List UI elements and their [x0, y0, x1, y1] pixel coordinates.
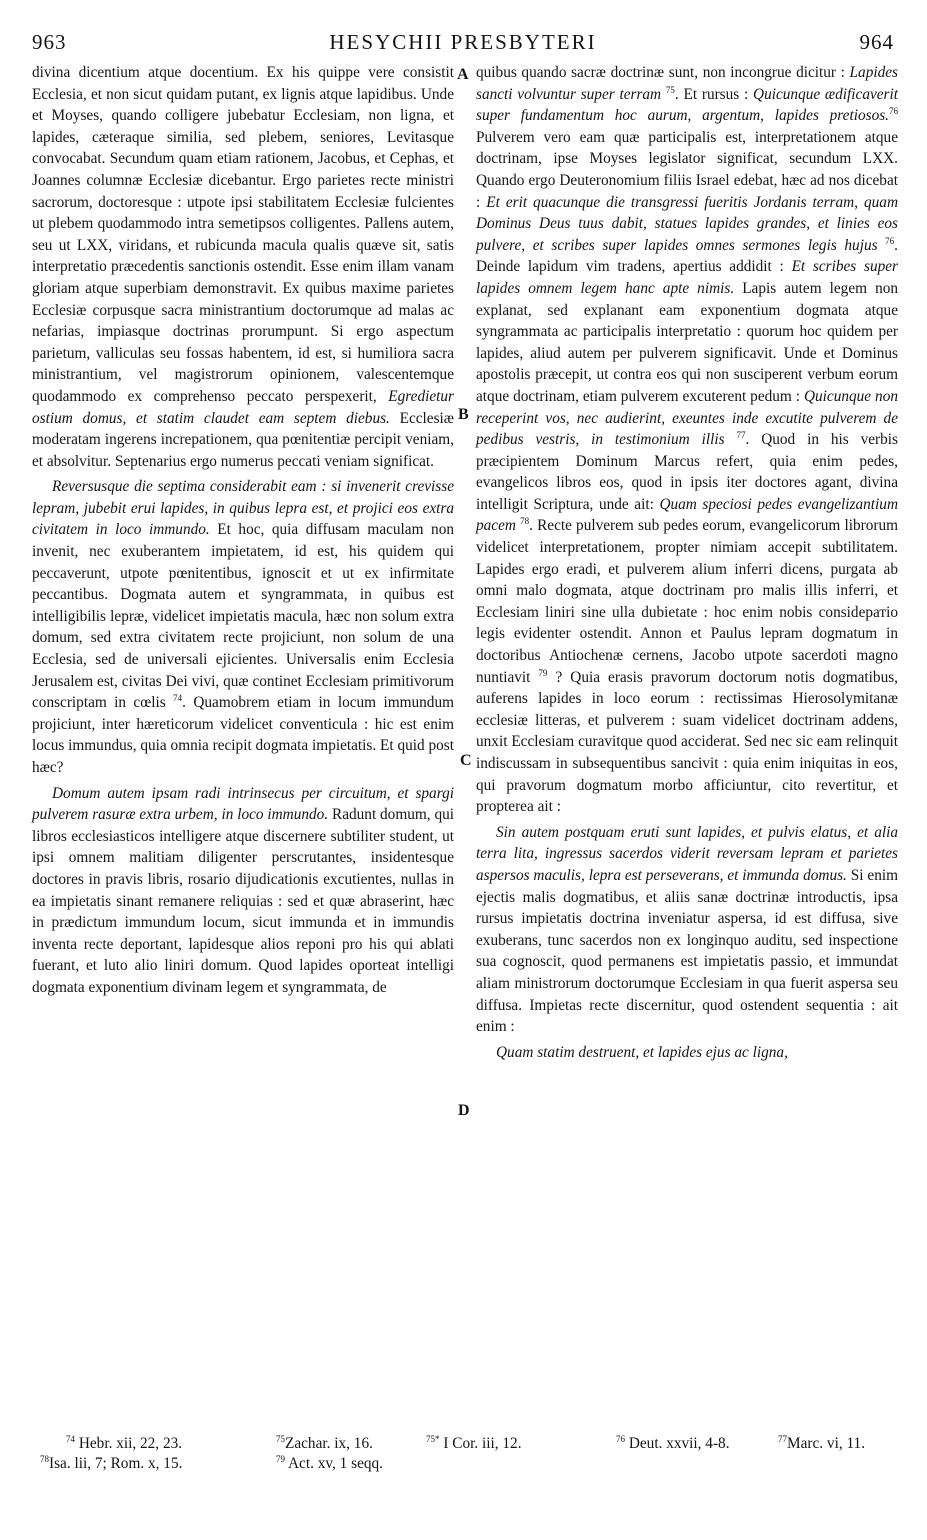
- text: . Et rursus :: [674, 85, 749, 103]
- footnote-text: Act. xv, 1 seqq.: [287, 1455, 384, 1472]
- footnote-number: 74: [66, 1433, 75, 1444]
- footnote-number: 77: [778, 1433, 787, 1444]
- footnote-text: Isa. lii, 7; Rom. x, 15.: [49, 1455, 183, 1472]
- text: Pulverem vero eam quæ participalis est, interpretationem atque doctrinam, ipse Moyses legislator significat, secundum LXX. Quando ergo Deuteronomium filiis Israel edebat, hæc ad nos dicebat :: [476, 128, 898, 211]
- text: quibus quando sacræ doctrinæ sunt, non incongrue dicitur :: [476, 64, 845, 81]
- right-paragraph-2: [476, 822, 898, 1038]
- footnote-number: 75*: [426, 1433, 440, 1444]
- footnote-number: 79: [276, 1453, 285, 1464]
- footnote-ref: 75: [665, 84, 675, 95]
- scripture-quote: Reversusque die septima considerabit eam : si invenerit crevisse lepram, jubebit erui lapides, in quibus lepra est, et projici eos extra civitatem in loco immundo.: [32, 478, 454, 539]
- text: ? Quia erasis pravorum doctorum notis dogmatibus, auferens lapides in loco eorum : rectissimas Hierosolymitanæ ecclesiæ litteras, et pulverem : suam videlicet doctrinam addens, unxit Ecclesiam curavitque quod acciderat. Sed nec sic eam relinquit indiscussam in subsequentibus sancivit : quia enim iniquitas in eos, qui pravorum dogmatum morbo afficiuntur, cito revertitur, et propterea ait :: [476, 668, 898, 816]
- footnote-text: Deut. xxvii, 4-8.: [628, 1435, 730, 1452]
- left-paragraph-1: [32, 62, 454, 472]
- text: . Quod in his verbis præcipientem Dominum Marcus refert, quia enim pedes, evangelicos libros eos, quod in ipsis iter doctores agant, divina intelligit Scriptura, unde ait:: [476, 431, 898, 513]
- right-paragraph-3: [476, 1042, 898, 1064]
- margin-marker-c: C: [460, 752, 472, 769]
- footnote-ref: 78: [520, 516, 530, 527]
- page-number-right: 964: [859, 30, 894, 54]
- footnote-75b: [426, 1434, 522, 1454]
- text: divina dicentium atque docentium. Ex his quippe vere consistit Ecclesia, et non sicut quidam putant, ex lignis atque lapidibus. Unde et Moyses, quando colligere jubebatur Ecclesiam, non ligna, et lapides, cæteraque similia, sed plebem, seniores, Levitasque convocabat. Secundum quam etiam rationem, Jacobus, et Cephas, et Joannes columnæ Ecclesiæ dicebantur. Ergo parietes recte ministri sacrorum, doctoresque : utpote ipsi stabilitatem Ecclesiæ fulcientes ut plebem quodammodo intra semetipsos colligentes. Pallens autem, seu ut LXX, viridans, et rubicunda macula qualis quæve sit, satis interpretatio præcedentis sanctionis ostendit. Esse enim illam vanam gloriam atque superbiam demonstravit. Ex quibus maxime parietes Ecclesiæ corpusque sacra ministrantium doctorumque ad malas ac nefarias, impiasque doctrinas prorumpunt. Si ergo aspectum parietum, valliculas seu fossas habentem, id est, si humiliora sacra ministrantium, vel magistrorum opinionem, valescentemque quodammodo ex comprehenso peccato perspexerit,: [32, 64, 454, 405]
- page-header: [32, 30, 894, 60]
- footnote-row-2: [32, 1454, 894, 1474]
- footnote-text: Marc. vi, 11.: [787, 1435, 866, 1452]
- footnote-77: [778, 1434, 865, 1454]
- footnote-76: [616, 1434, 730, 1454]
- text: Si enim ejectis malis dogmatibus, et aliis sanæ doctrinæ introductis, ipsa rursus impietatis doctrina inveniatur aspersa, id est diffusa, sive exuberans, tunc sacerdos non ex longinquo auditu, sed inspectione sua cognoscit, quod permanens est impietatis passio, et immundat aliam ministrorum doctorumque Ecclesiam in qua fuerit aspersa seu diffusa. Impietas recte discernitur, quod ostendent sequentia : ait enim :: [476, 866, 899, 1036]
- right-paragraph-1: [476, 62, 898, 818]
- footnote-text: I Cor. iii, 12.: [443, 1435, 522, 1452]
- footnote-ref: 77: [736, 430, 746, 440]
- scripture-quote: Domum autem ipsam radi intrinsecus per circuitum, et spargi pulverem rasuræ extra urbem, in loco immundo.: [32, 784, 454, 824]
- page-number-left: 963: [32, 30, 67, 54]
- footnote-text: Hebr. xii, 22, 23.: [78, 1435, 183, 1452]
- scripture-quote: Lapides sancti volvuntur super terram: [476, 64, 898, 103]
- footnote-74: [66, 1434, 182, 1454]
- scripture-quote: Quam speciosi pedes evangelizantium pacem: [476, 495, 899, 535]
- margin-marker-b: B: [458, 406, 469, 423]
- footnote-ref: 76: [885, 235, 895, 246]
- scripture-quote: Quam statim destruent, et lapides ejus ac ligna,: [496, 1043, 788, 1061]
- footnote-row-1: [32, 1434, 894, 1454]
- footnote-79: [276, 1454, 383, 1474]
- right-column: [476, 62, 898, 1063]
- footnote-text: Zachar. ix, 16.: [285, 1435, 373, 1452]
- scripture-quote: Et erit quacunque die transgressi fueritis Jordanis terram, quam Dominus Deus tuus dabit, statues lapides grandes, et linies eos pulvere, et scribes super lapides omnes sermones legis hujus: [476, 193, 898, 254]
- left-paragraph-3: [32, 783, 454, 999]
- text: . Quamobrem etiam in locum immundum projiciunt, inter hæreticorum videlicet conventicula : hic est enim locus immundus, quia omnia recipit dogmata impietatis. Et quid post hæc?: [32, 694, 454, 776]
- scripture-quote: Quicunque non receperint vos, nec audierint, exeuntes inde excutite pulverem de pedibus vestris, in testimonium illis: [476, 387, 898, 449]
- footnote-78: [40, 1454, 182, 1474]
- left-column: [32, 62, 454, 999]
- text: Et hoc, quia diffusam maculam non invenit, nec exuberantem impietatem, id est, his quidem qui peccaverunt, utpote pœnitentibus, ignoscit et ut ex infirmitate peccantibus. Dogmata autem et syngrammata, in quibus est intelligibilis lepræ, videlicet impietatis macula, hæc non solum extra domum, sed extra civitatem recte projiciunt, non solum de una Ecclesia, sed de universali ejicientes. Universalis enim Ecclesia Jerusalem est, civitas Dei vivi, quæ continet Ecclesiam primitivorum conscriptam in cœlis: [32, 521, 454, 712]
- footnote-ref: 79: [538, 667, 548, 678]
- text: Radunt domum, qui libros ecclesiasticos intelligere atque discernere subtiliter student, ut ipsi omnem malitiam diligenter perscrutantes, insidentesque doctores in pravis libris, rosario dijudicationis excutientes, nullas in ea impietatis sinant remanere reliquias : sed et quæ abraserint, hæc in prædictum immundum locum, sicut immunda et in immundis inventa recte deportant, lapidesque alios reponi pro his qui ablati fuerant, et luto alio liniri domum. Quod lapides oporteat intelligi dogmata exponentium divinam legem et syngrammata, de: [32, 806, 454, 996]
- scripture-quote: Quicunque ædificaverit super fundamentum hoc aurum, argentum, lapides pretiosos.: [476, 85, 899, 125]
- left-paragraph-2: [32, 476, 454, 778]
- footnote-number: 78: [40, 1453, 49, 1464]
- footnote-ref: 74: [173, 693, 183, 704]
- margin-marker-a: A: [457, 66, 469, 83]
- text: . Deinde lapidum vim tradens, apertius addidit :: [476, 236, 898, 276]
- footnotes: [32, 1434, 894, 1474]
- footnote-number: 75: [276, 1433, 285, 1444]
- scripture-quote: Egredietur ostium domus, et statim claudet eam septem diebus.: [32, 387, 455, 427]
- footnote-ref: 76: [889, 106, 898, 117]
- text: . Recte pulverem sub pedes eorum, evangelicorum librorum videlicet interpretationem, propter nimiam accepit subtilitatem. Lapides ergo eradi, et pulverem alium inferri dicens, purgata ab omni malo dogmata, atque doctrinam pro malis illis inferri, et Ecclesiam liniri sine ulla dubietate : hoc enim nobis considератio legis evidenter ostendit. Annon et Paulus lepram dogmatum in doctoribus Antiochenæ cernens, Jacobo utpote sacerdoti magno nuntiavit: [476, 517, 898, 686]
- footnote-number: 76: [616, 1433, 625, 1444]
- running-title: HESYCHII PRESBYTERI: [329, 30, 597, 54]
- text: Ecclesiæ moderatam ingerens increpationem, qua pœnitentiæ percipit veniam, et absolvitur. Septenarius ergo numerus peccati veniam significat.: [32, 409, 454, 470]
- footnote-75: [276, 1434, 373, 1454]
- text: Lapis autem legem non explanat, sed explanant eam exponentium dogmata atque syngrammata ac participalis interpretatio : quorum hoc quidem per lapides, aliud autem per pulverem significavit. Unde et Dominus apostolis præcepit, ut contra eos qui non susciperent verbum eorum atque doctrinam, etiam pulverem excuterent pedum :: [476, 279, 899, 405]
- scripture-quote: Sin autem postquam eruti sunt lapides, et pulvis elatus, et alia terra lita, ingressus sacerdos viderit reversam lepram et parietes aspersos maculis, lepra est perseverans, et immunda domus.: [476, 823, 898, 884]
- margin-marker-d: D: [458, 1102, 470, 1119]
- scripture-quote: Et scribes super lapides omnem legem hanc apte nimis.: [476, 258, 898, 297]
